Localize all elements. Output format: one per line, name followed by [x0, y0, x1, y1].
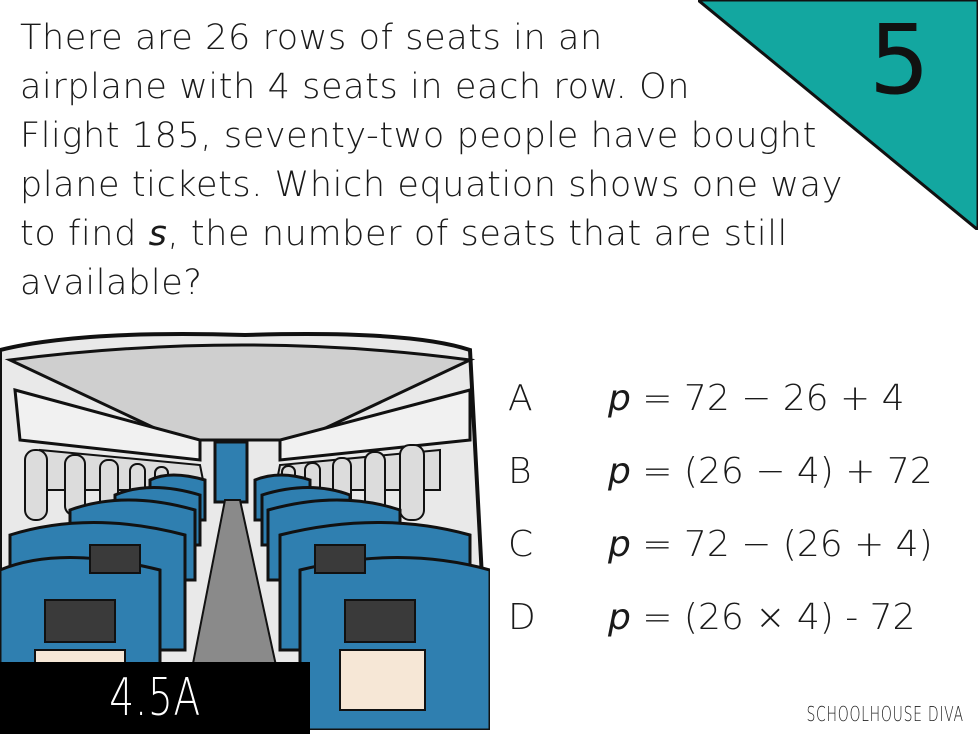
question-text-part1: There are 26 rows of seats in an airplane with 4 seats in each row. On Flight 185, seventy-two people have bought plane tickets. Which equation shows one way to find — [20, 18, 843, 254]
option-letter: D — [508, 597, 536, 638]
card-number: 5 — [868, 4, 930, 116]
option-letter: A — [508, 378, 533, 419]
question-variable: s — [148, 214, 168, 254]
option-letter: C — [508, 524, 534, 565]
option-equation: p = (26 × 4) - 72 — [608, 597, 916, 638]
option-c[interactable] — [508, 516, 968, 589]
option-a[interactable] — [508, 370, 968, 443]
option-equation: p = 72 − 26 + 4 — [608, 378, 905, 419]
option-letter: B — [508, 451, 532, 492]
question-text-part2: , the number of seats that are still available? — [20, 214, 788, 303]
option-equation: p = 72 − (26 + 4) — [608, 524, 933, 565]
standard-tag-label: 4.5A — [109, 668, 201, 728]
option-d[interactable] — [508, 589, 968, 662]
standard-tag — [0, 662, 310, 734]
option-b[interactable] — [508, 443, 968, 516]
brand-watermark: SCHOOLHOUSE DIVA — [806, 702, 964, 726]
question-text — [20, 14, 870, 308]
option-equation: p = (26 − 4) + 72 — [608, 451, 933, 492]
answer-options — [508, 370, 968, 662]
